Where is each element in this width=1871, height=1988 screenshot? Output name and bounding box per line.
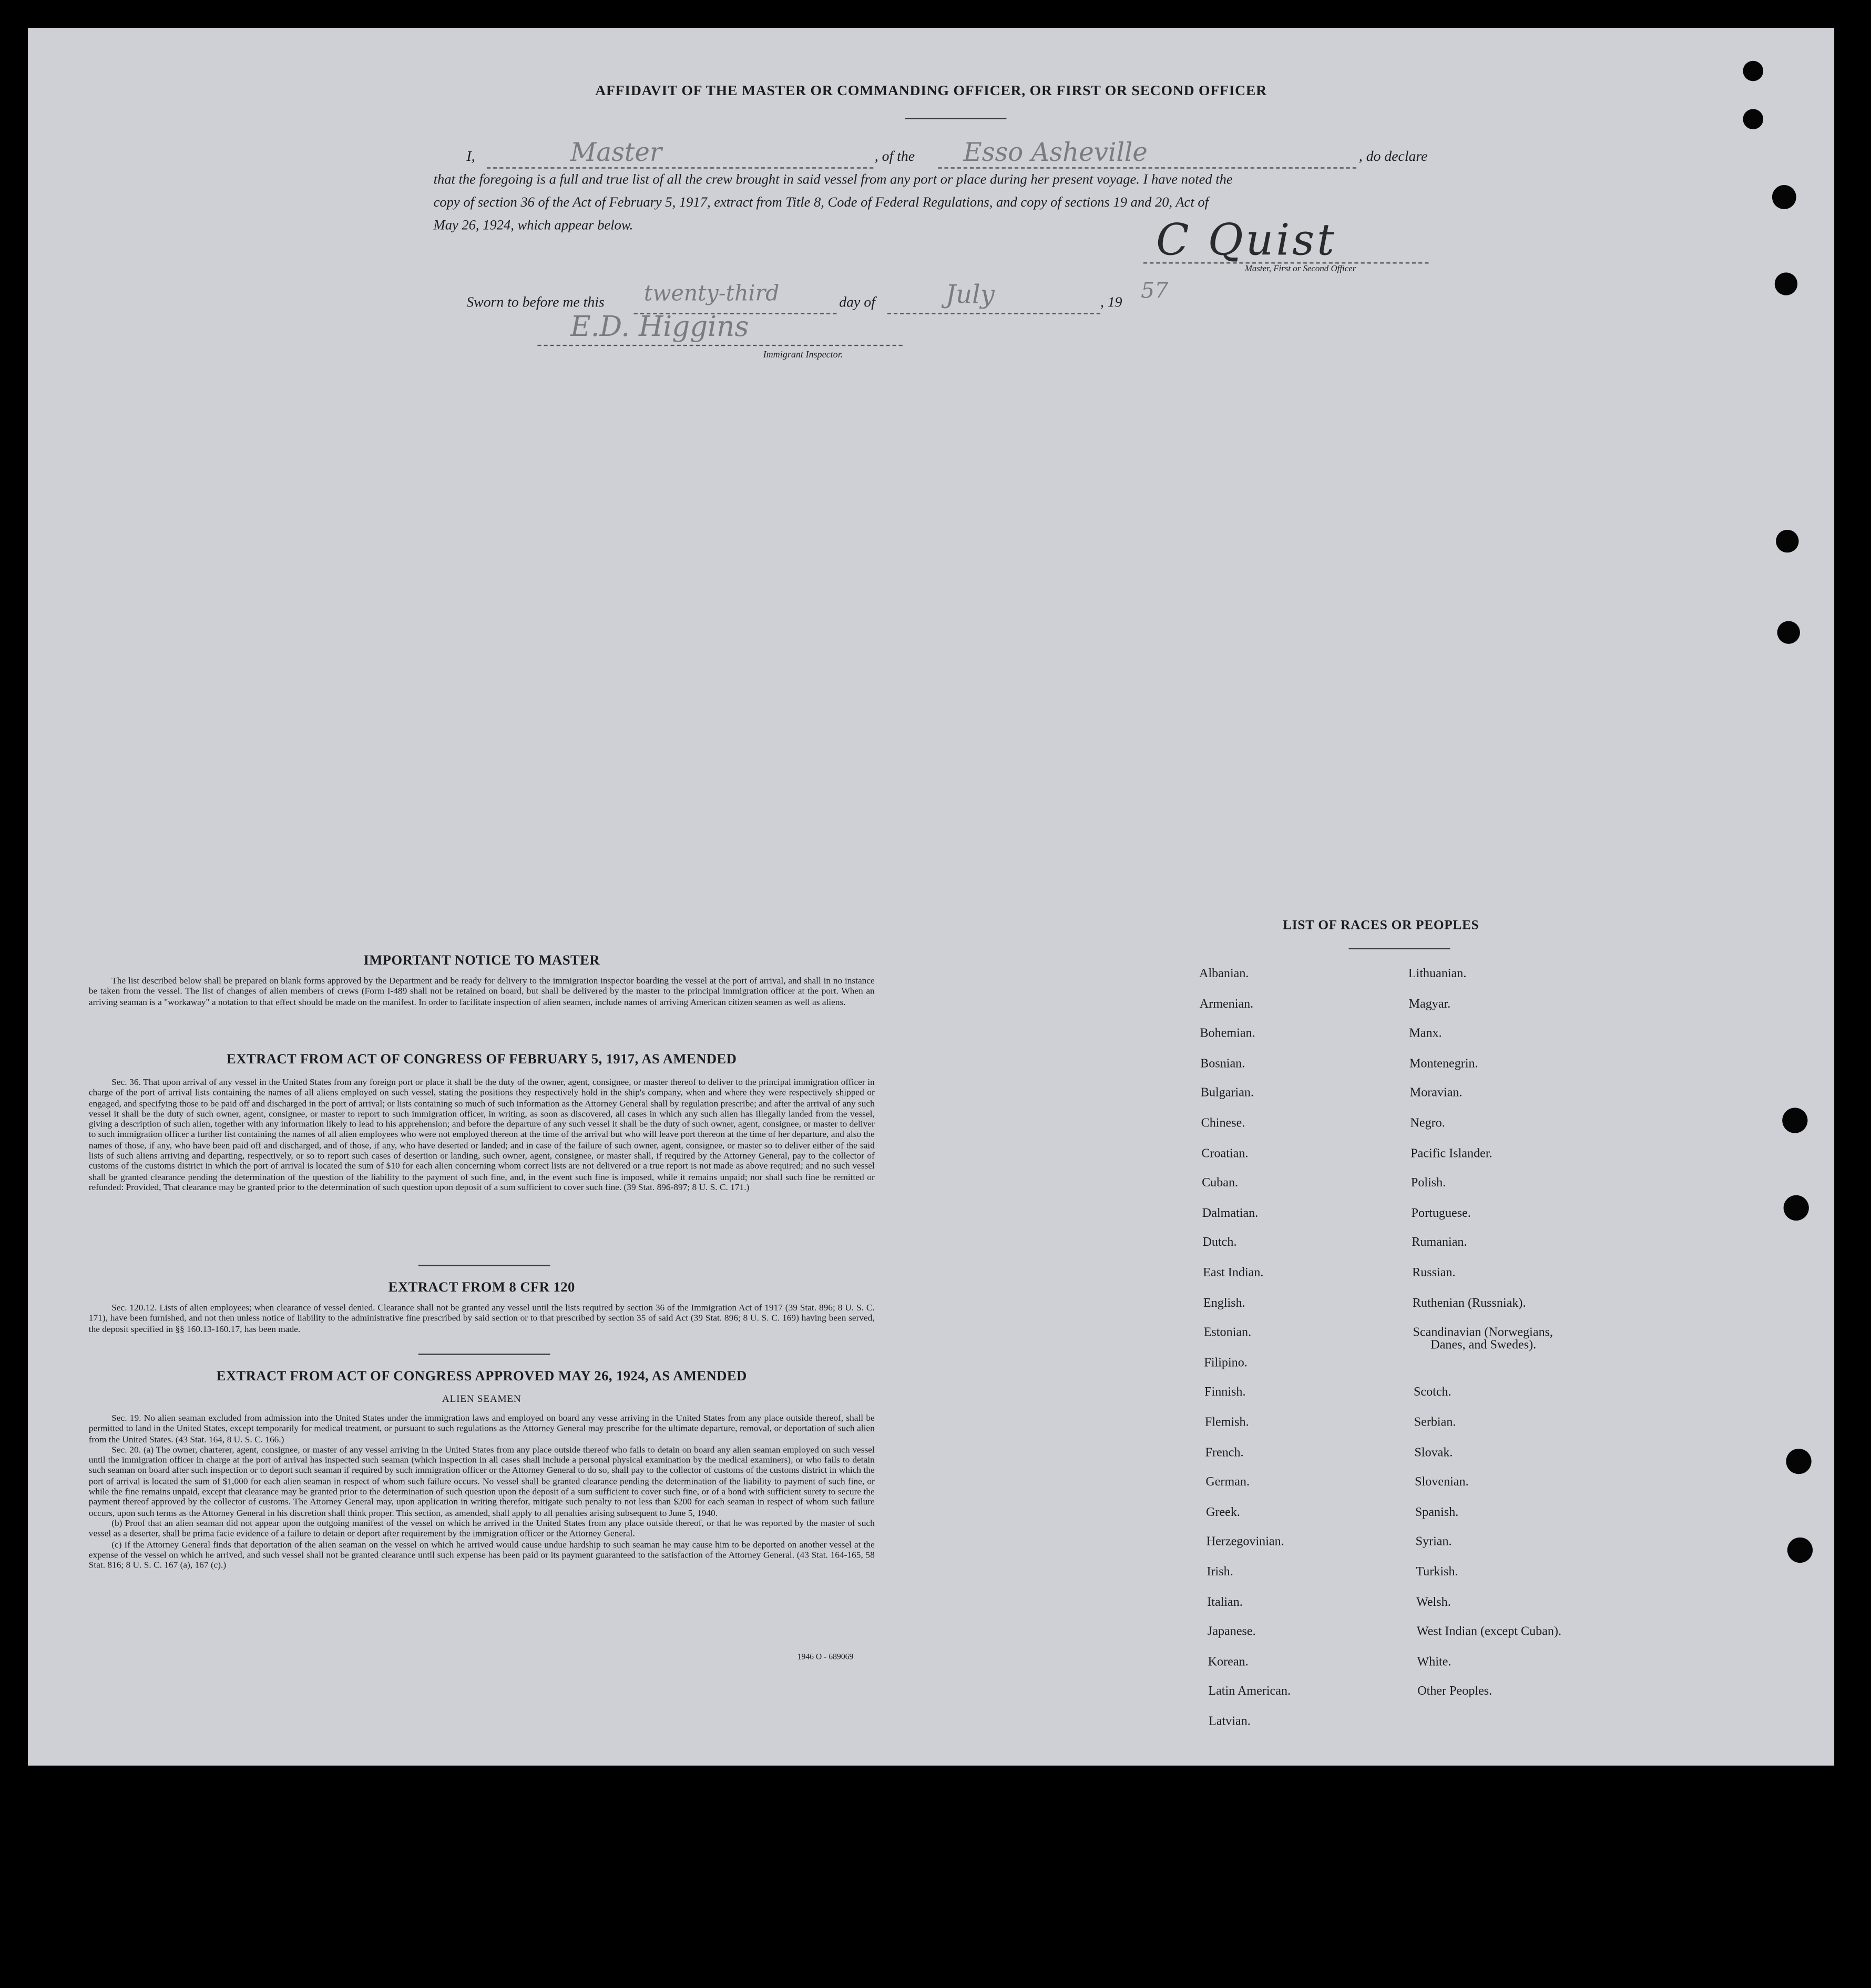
notice-body: The list described below shall be prepared on blank forms approved by the Department and be ready for delivery to the immigration inspector boarding the vessel at the port of arrival, and shall in no instance be taken from the vessel. The list of changes of alien members of crews (Form I-489 shall not be retained on board, but shall be delivered by the master to the principal immigration officer at the port. When an arriving seaman is a "workaway" a notation to that effect should be made on the manifest. In order to facilitate inspection of alien seamen, include names of arriving American citizen seamen as well as aliens. bbox=[88, 976, 875, 1007]
race-item: Bulgarian. bbox=[1200, 1087, 1254, 1101]
race-item: Other Peoples. bbox=[1417, 1685, 1492, 1699]
race-item: Rumanian. bbox=[1412, 1236, 1467, 1251]
binder-hole bbox=[1775, 272, 1797, 295]
race-scandinavian-continued: Danes, and Swedes). bbox=[1430, 1338, 1537, 1353]
section-divider-1 bbox=[418, 1265, 550, 1266]
sec-20c: (c) If the Attorney General finds that deportation of the alien seaman on the vessel on which he arrived would cause undue hardship to such seaman he may cause him to be deported on another vessel at the expense of the vessel on which he arrived, and such vessel shall not be granted clearance until such expense has been paid or its payment guaranteed to the satisfaction of the Attorney General. (43 Stat. 164-165, 58 Stat. 816; 8 U. S. C. 167 (a), 167 (c).) bbox=[88, 1539, 875, 1571]
sworn-month-handwritten: July bbox=[945, 279, 995, 310]
race-item: Armenian. bbox=[1199, 997, 1254, 1011]
race-item: Italian. bbox=[1207, 1595, 1243, 1610]
race-item: Latvian. bbox=[1209, 1715, 1251, 1729]
race-item: Serbian. bbox=[1414, 1416, 1456, 1430]
race-item: Greek. bbox=[1206, 1505, 1240, 1520]
sec-20b: (b) Proof that an alien seaman did not appear upon the outgoing manifest of the vessel on which he arrived in the United States from any place outside thereof, or that he was reported by the master of such vessel as a deserter, shall be prima facie evidence of a failure to detain or deport after requirement by the immigration officer or the Attorney General. bbox=[88, 1518, 875, 1539]
race-item: Bohemian. bbox=[1200, 1027, 1255, 1041]
extract-1924-body bbox=[89, 1413, 875, 1571]
affidavit-title: AFFIDAVIT OF THE MASTER OR COMMANDING OFFICER, OR FIRST OR SECOND OFFICER bbox=[595, 84, 1267, 99]
section-divider-2 bbox=[418, 1354, 550, 1355]
extract-8cfr-body: Sec. 120.12. Lists of alien employees; when clearance of vessel denied. Clearance shall not be granted any vessel until the lists required by section 36 of the Immigration Act of 1917 (39 Stat. 896; 8 U. S. C. 171), have been furnished, and not then unless notice of liability to the administrative fine prescribed by said section or to that prescribed by section 35 of said Act (39 Stat. 896; 8 U. S. C. 169) having been served, the deposit specified in §§ 160.13-160.17, has been made. bbox=[88, 1303, 875, 1335]
extract-1924-heading: EXTRACT FROM ACT OF CONGRESS APPROVED MAY 26, 1924, AS AMENDED bbox=[216, 1369, 747, 1385]
race-item: Slovenian. bbox=[1415, 1475, 1469, 1490]
race-item: White. bbox=[1417, 1655, 1451, 1669]
affidavit-line2: that the foregoing is a full and true list of all the crew brought in said vessel from any port or place during her present voyage. I have noted the bbox=[433, 172, 1233, 188]
race-item: Manx. bbox=[1409, 1027, 1442, 1041]
race-item: Albanian. bbox=[1199, 967, 1249, 981]
race-item: Korean. bbox=[1208, 1655, 1249, 1669]
sworn-day-handwritten: twenty-third bbox=[643, 281, 780, 307]
declarant-handwritten: Master bbox=[570, 137, 662, 168]
binder-hole bbox=[1787, 1538, 1813, 1563]
race-item: Dutch. bbox=[1202, 1236, 1237, 1251]
race-item: Irish. bbox=[1207, 1565, 1233, 1580]
race-item: Polish. bbox=[1410, 1176, 1446, 1191]
race-item: Welsh. bbox=[1416, 1595, 1451, 1610]
race-item: Ruthenian (Russniak). bbox=[1412, 1296, 1526, 1310]
document-page bbox=[28, 28, 1834, 1766]
race-item: Estonian. bbox=[1203, 1326, 1252, 1340]
affidavit-line1-prefix: I, bbox=[466, 149, 475, 165]
affidavit-line1-mid: , of the bbox=[874, 149, 915, 165]
affidavit-line1-suffix: , do declare bbox=[1358, 149, 1428, 165]
race-item: Moravian. bbox=[1409, 1087, 1463, 1101]
extract-1917-body: Sec. 36. That upon arrival of any vessel in the United States from any foreign port or place it shall be the duty of the owner, agent, consignee, or master thereof to deliver to the principal immigration officer in charge of the port of arrival lists containing the names of all aliens employed on such vessel, stating the positions they respectively hold in the ship's company, when and where they were respectively shipped or engaged, and specifying those to be paid off and discharged in the port of arrival; or lists containing so much of such information as the Attorney General shall by regulation prescribe; and after the arrival of any such vessel it shall be the duty of such owner, agent, consignee, or master to report to such immigration officer, in writing, as soon as discovered, all cases in which any such alien has illegally landed from the vessel, giving a description of such alien, together with any information likely to lead to his apprehension; and before the departure of any such vessel it shall be the duty of such owner, agent, consignee, or master to deliver to such immigration officer a further list containing the names of all alien employees who were not employed thereon at the time of the arrival but who will leave port thereon at the time of her departure, and also the names of those, if any, who have been paid off and discharged, and of those, if any, who have deserted or landed; and in case of the failure of such owner, agent, consignee, or master so to deliver either of the said lists of such aliens arriving and departing, respectively, or so to report such cases of desertion or landing, such owner, agent, consignee, or master shall, if required by the Attorney General, pay to the collector of customs of the customs district in which the port of arrival is located the sum of $10 for each alien concerning whom correct lists are not delivered or a true report is not made as above required; and no such vessel shall be granted clearance pending the determination of the question of the liability to the payment of such fine, and, in the event such fine is imposed, while it remains unpaid; nor shall such fine be remitted or refunded: Provided, That clearance may be granted prior to the determination of such question upon deposit of a sum sufficient to cover such fine. (39 Stat. 896-897; 8 U. S. C. 171.) bbox=[88, 1077, 875, 1193]
sworn-prefix: Sworn to before me this bbox=[466, 295, 605, 311]
binder-hole bbox=[1782, 1108, 1807, 1133]
race-item: West Indian (except Cuban). bbox=[1416, 1625, 1562, 1639]
print-code: 1946 O - 689069 bbox=[797, 1653, 854, 1662]
race-item: Finnish. bbox=[1204, 1386, 1246, 1400]
race-item: Montenegrin. bbox=[1409, 1057, 1478, 1071]
race-item: Turkish. bbox=[1416, 1565, 1458, 1580]
declarant-blank bbox=[487, 150, 873, 169]
binder-hole bbox=[1743, 61, 1763, 81]
notice-heading: IMPORTANT NOTICE TO MASTER bbox=[363, 953, 600, 969]
binder-hole bbox=[1743, 109, 1763, 129]
race-item: Spanish. bbox=[1415, 1505, 1459, 1520]
race-item: Filipino. bbox=[1204, 1356, 1248, 1370]
race-item: Bosnian. bbox=[1200, 1057, 1245, 1071]
binder-hole bbox=[1772, 185, 1796, 209]
title-rule bbox=[905, 118, 1007, 119]
sworn-year-prefix: , 19 bbox=[1100, 295, 1122, 311]
race-item: Pacific Islander. bbox=[1410, 1146, 1492, 1161]
race-item: Latin American. bbox=[1208, 1685, 1291, 1699]
sec-19: Sec. 19. No alien seaman excluded from admission into the United States under the immigration laws and employed on board any vesse arriving in the United States from any place outside thereof, shall be permitted to land in the United States, except temporarily for medical treatment, or pursuant to such regulations as the Attorney General may prescribe for the ultimate departure, removal, or deportation of such alien from the United States. (43 Stat. 164, 8 U. S. C. 166.) bbox=[88, 1413, 875, 1444]
sec-20a: Sec. 20. (a) The owner, charterer, agent, consignee, or master of any vessel arriving in the United States from any place outside thereof who fails to detain on board any alien seaman employed on such vessel until the immigration officer in charge at the port of arrival has inspected such seaman (which inspection in all cases shall include a personal physical examination by the medical examiners), or who fails to detain such seaman on board after such inspection or to deport such seaman if required by such immigration officer or the Attorney General to do so, shall pay to the collector of customs of the customs district in which the port of arrival is located the sum of $1,000 for each alien seaman in respect of whom such failure occurs. No vessel shall be granted clearance pending the determination of the liability to payment of such fine, or while the fine remains unpaid, except that clearance may be granted prior to the determination of such question upon the deposit of a sum sufficient to cover such fine, or of a bond with sufficient surety to secure the payment thereof approved by the collector of customs. The Attorney General may, upon application in writing therefor, mitigate such penalty to not less than $200 for each seaman in respect of whom such failure occurs, upon such terms as the Attorney General in his discretion shall think proper. This section, as amended, shall apply to all penalties arising subsequent to June 5, 1940. bbox=[88, 1444, 875, 1518]
binder-hole bbox=[1777, 621, 1800, 644]
master-signature: C Quist bbox=[1156, 215, 1337, 267]
extract-1917-heading: EXTRACT FROM ACT OF CONGRESS OF FEBRUARY 5, 1917, AS AMENDED bbox=[227, 1052, 737, 1068]
race-item: Cuban. bbox=[1202, 1176, 1239, 1191]
binder-hole bbox=[1786, 1449, 1811, 1474]
race-item: Syrian. bbox=[1415, 1535, 1452, 1550]
inspector-caption: Immigrant Inspector. bbox=[763, 349, 843, 360]
binder-hole bbox=[1784, 1195, 1809, 1221]
race-item: Japanese. bbox=[1207, 1625, 1256, 1639]
inspector-signature: E.D. Higgins bbox=[570, 312, 749, 344]
race-item: Negro. bbox=[1410, 1116, 1445, 1131]
affidavit-line4: May 26, 1924, which appear below. bbox=[433, 218, 633, 233]
race-item: Chinese. bbox=[1201, 1116, 1245, 1131]
signer-caption: Master, First or Second Officer bbox=[1244, 263, 1356, 274]
race-item: Scotch. bbox=[1413, 1386, 1451, 1400]
extract-8cfr-heading: EXTRACT FROM 8 CFR 120 bbox=[388, 1280, 575, 1296]
race-item: Croatian. bbox=[1201, 1146, 1249, 1161]
race-item: Russian. bbox=[1412, 1266, 1456, 1280]
race-item: Dalmatian. bbox=[1202, 1206, 1259, 1221]
sworn-day-of: day of bbox=[839, 295, 875, 311]
race-item: Scandinavian (Norwegians, bbox=[1413, 1326, 1553, 1340]
race-item: Herzegovinian. bbox=[1206, 1535, 1284, 1550]
race-item: French. bbox=[1205, 1446, 1244, 1460]
race-item: East Indian. bbox=[1203, 1266, 1264, 1280]
vessel-handwritten: Esso Asheville bbox=[963, 137, 1148, 168]
affidavit-line3: copy of section 36 of the Act of February 5, 1917, extract from Title 8, Code of Federal Regulations, and copy of sections 19 and 20, Act of bbox=[433, 195, 1209, 211]
races-title: LIST OF RACES OR PEOPLES bbox=[1283, 919, 1479, 933]
race-item: German. bbox=[1205, 1475, 1250, 1490]
race-item: Portuguese. bbox=[1411, 1206, 1471, 1221]
race-item: English. bbox=[1203, 1296, 1245, 1310]
race-item: Slovak. bbox=[1414, 1446, 1453, 1460]
race-item: Magyar. bbox=[1408, 997, 1451, 1011]
extract-1924-subheading: ALIEN SEAMEN bbox=[442, 1392, 522, 1405]
sworn-year-handwritten: 57 bbox=[1141, 279, 1169, 304]
race-item: Lithuanian. bbox=[1408, 967, 1467, 981]
races-title-rule bbox=[1349, 948, 1450, 949]
race-item: Flemish. bbox=[1204, 1416, 1249, 1430]
binder-hole bbox=[1776, 530, 1798, 552]
